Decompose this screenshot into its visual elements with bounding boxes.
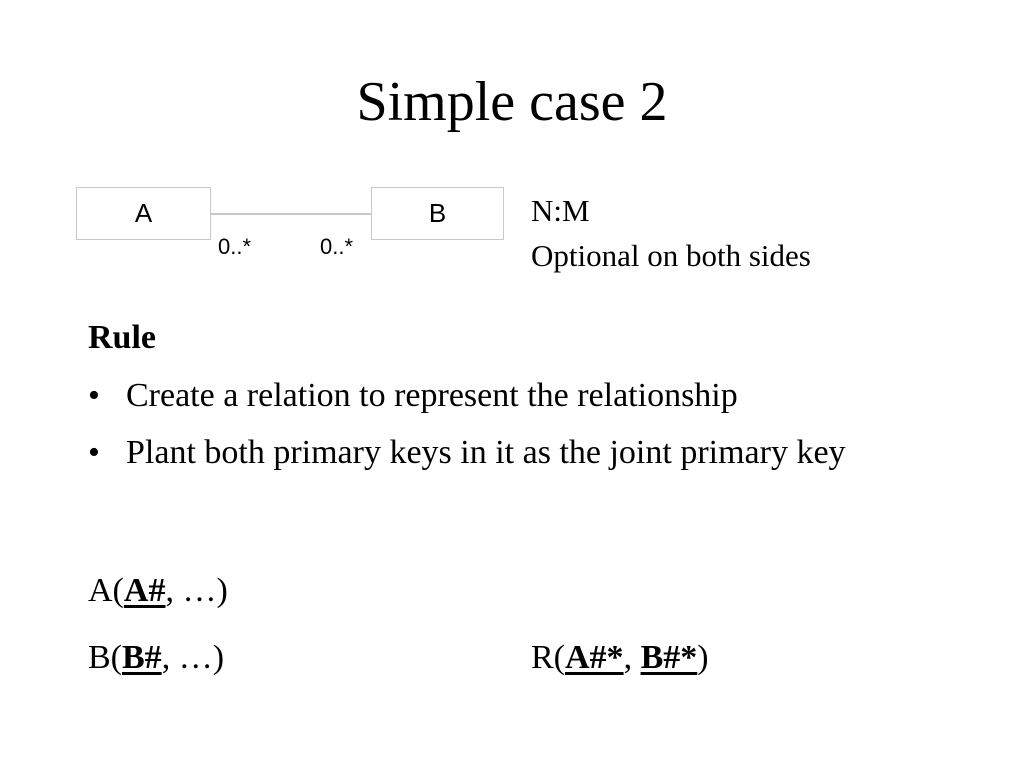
relation-r-key-b: B#*	[640, 639, 698, 676]
relation-r-sep: ,	[623, 639, 641, 676]
relation-a-rest: , …)	[165, 572, 228, 609]
relation-a	[88, 571, 228, 611]
relation-r	[531, 638, 709, 678]
rule-heading: Rule	[88, 319, 156, 356]
rule-bullet	[88, 373, 928, 419]
rule-bullet	[88, 430, 928, 476]
bullet-dot: •	[88, 377, 100, 414]
multiplicity-a: 0..*	[218, 234, 252, 259]
relation-b	[88, 638, 224, 678]
rule-bullet-list	[88, 373, 928, 476]
rule-bullet-text: Create a relation to represent the relationship	[126, 377, 738, 414]
optionality-note: Optional on both sides	[531, 238, 811, 273]
relation-a-key: A#	[123, 572, 166, 609]
entity-b-box: B	[371, 187, 504, 240]
relationship-line	[0, 0, 1024, 300]
relation-b-key: B#	[122, 639, 162, 676]
bullet-dot: •	[88, 434, 100, 471]
cardinality-note: N:M	[531, 193, 590, 228]
slide-title: Simple case 2	[356, 71, 668, 133]
relation-b-name: B(	[88, 639, 122, 676]
entity-a-box: A	[76, 187, 211, 240]
relation-b-rest: , …)	[161, 639, 225, 676]
relation-r-name: R(	[531, 639, 565, 676]
relation-r-close: )	[697, 639, 709, 676]
rule-bullet-text: Plant both primary keys in it as the joint primary key	[126, 434, 846, 471]
relation-a-name: A(	[88, 572, 124, 609]
relation-r-key-a: A#*	[565, 639, 624, 676]
multiplicity-b: 0..*	[320, 234, 354, 259]
